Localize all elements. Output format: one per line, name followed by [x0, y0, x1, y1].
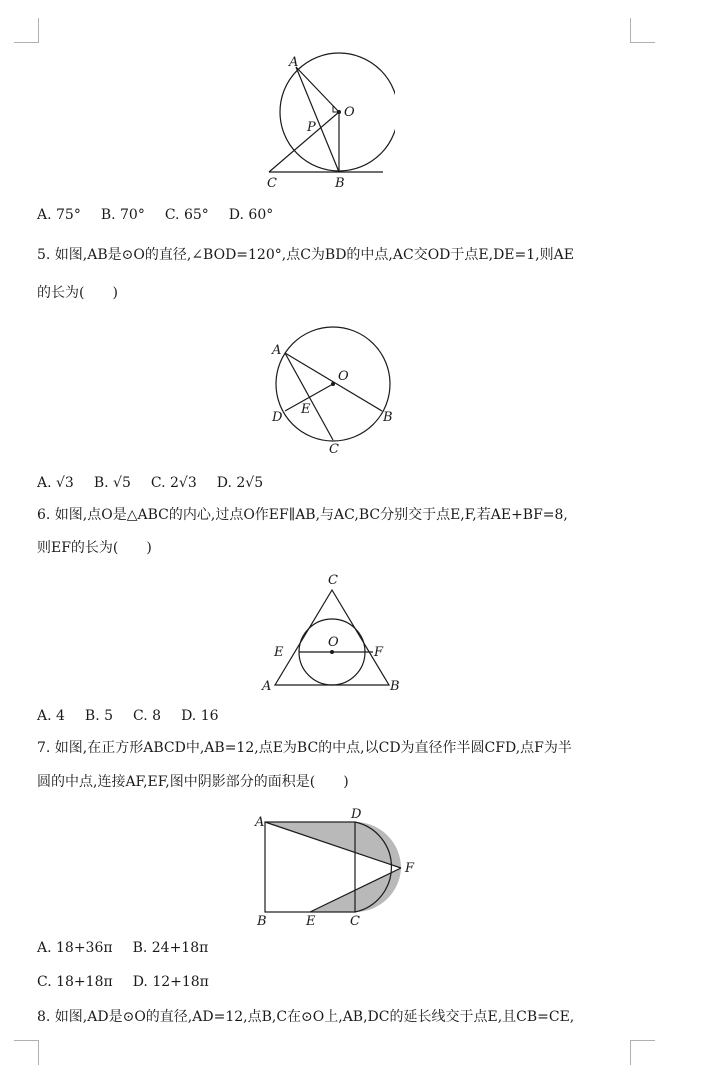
q6-label-e: E — [274, 645, 284, 660]
q5-option-c[interactable]: C. 2√3 — [150, 475, 197, 491]
q5-stem-line1: 5. 如图,AB是⊙O的直径,∠BOD=120°,点C为BD的中点,AC交OD于点E,DE=1,则AE — [37, 247, 574, 263]
q6-option-b[interactable]: B. 5 — [84, 708, 114, 724]
q5-option-d[interactable]: D. 2√5 — [216, 475, 264, 491]
q5-label-d: D — [272, 410, 283, 425]
q8-stem-line1: 8. 如图,AD是⊙O的直径,AD=12,点B,C在⊙O上,AB,DC的延长线交于点E,且CB=CE, — [37, 1009, 575, 1025]
q5-options — [37, 473, 263, 493]
q6-figure — [258, 568, 408, 698]
q7-label-d: D — [351, 807, 362, 822]
q7-option-d[interactable]: D. 12+18π — [132, 974, 209, 990]
q6-label-a: A — [262, 679, 272, 694]
crop-mark-top-right — [630, 18, 655, 43]
q5-figure — [265, 318, 405, 458]
q4-label-p: P — [307, 120, 316, 135]
q7-options-row2 — [37, 972, 209, 992]
q7-stem-line2: 圆的中点,连接AF,EF,图中阴影部分的面积是( ) — [37, 774, 349, 790]
crop-mark-bottom-left — [14, 1040, 39, 1065]
q5-option-a[interactable]: A. √3 — [37, 475, 74, 491]
q6-stem-line2: 则EF的长为( ) — [37, 540, 152, 556]
q5-label-b: B — [383, 410, 393, 425]
q6-option-c[interactable]: C. 8 — [133, 708, 162, 724]
q4-label-a: A — [289, 55, 299, 70]
q4-options — [37, 205, 273, 225]
q7-label-e: E — [306, 914, 316, 929]
q7-figure — [250, 804, 420, 930]
q4-option-b[interactable]: B. 70° — [100, 207, 145, 223]
q6-label-f: F — [374, 645, 384, 660]
q5-label-a: A — [272, 343, 282, 358]
q6-label-o: O — [328, 635, 339, 650]
q7-label-b: B — [257, 914, 267, 929]
q7-option-b[interactable]: B. 24+18π — [132, 940, 209, 956]
q4-label-b: B — [335, 176, 345, 190]
q6-options — [37, 706, 219, 726]
q5-label-c: C — [329, 442, 339, 457]
q7-label-f: F — [405, 861, 415, 876]
q4-option-d[interactable]: D. 60° — [228, 207, 274, 223]
q7-label-a: A — [255, 815, 265, 830]
q5-option-b[interactable]: B. √5 — [93, 475, 131, 491]
q7-label-c: C — [350, 914, 360, 929]
q6-option-a[interactable]: A. 4 — [37, 708, 65, 724]
q6-option-d[interactable]: D. 16 — [181, 708, 219, 724]
q5-label-e: E — [301, 402, 311, 417]
q7-options-row1 — [37, 938, 208, 958]
crop-mark-bottom-right — [630, 1040, 655, 1065]
q4-label-c: C — [267, 176, 277, 190]
q7-option-a[interactable]: A. 18+36π — [37, 940, 113, 956]
q7-stem-line1: 7. 如图,在正方形ABCD中,AB=12,点E为BC的中点,以CD为直径作半圆CFD,点F为半 — [37, 740, 572, 756]
q4-label-o: O — [344, 105, 355, 120]
q5-stem-line2: 的长为( ) — [37, 285, 118, 301]
q4-figure — [255, 50, 395, 190]
q5-label-o: O — [338, 369, 349, 384]
q7-option-c[interactable]: C. 18+18π — [37, 974, 113, 990]
crop-mark-top-left — [14, 18, 39, 43]
q4-option-a[interactable]: A. 75° — [37, 207, 81, 223]
q6-label-b: B — [390, 679, 400, 694]
q4-option-c[interactable]: C. 65° — [164, 207, 209, 223]
q6-stem-line1: 6. 如图,点O是△ABC的内心,过点O作EF∥AB,与AC,BC分别交于点E,F,若AE+BF=8, — [37, 507, 568, 523]
q6-label-c: C — [328, 573, 338, 588]
